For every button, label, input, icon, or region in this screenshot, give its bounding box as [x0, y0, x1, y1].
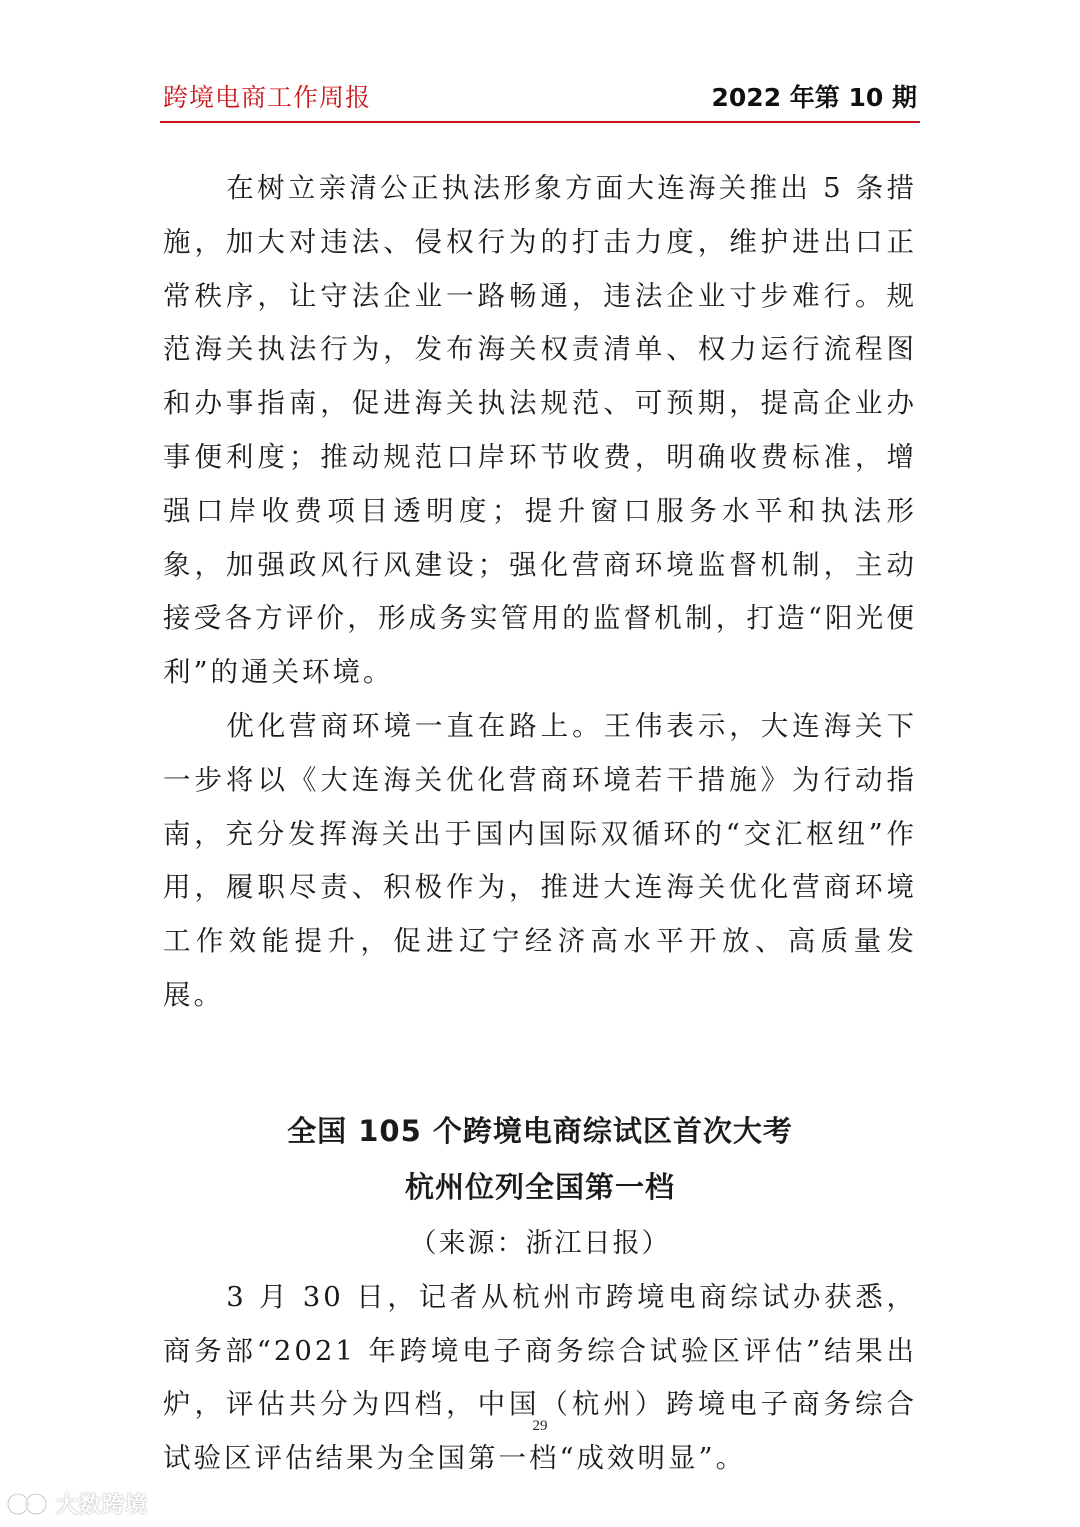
article-paragraph: 3 月 30 日，记者从杭州市跨境电商综试办获悉，商务部“2021 年跨境电子商务综合试验区评估”结果出炉，评估共分为四档，中国（杭州）跨境电子商务综合试验区评估结果为全国第一档“成效明显”。 [163, 1280, 917, 1475]
watermark-text: 大数跨境 [56, 1493, 149, 1518]
article-source: （来源：浙江日报） [409, 1227, 671, 1259]
article-heading-line-2: 杭州位列全国第一档 [404, 1169, 675, 1204]
issue-number: 2022 年第 10 期 [711, 83, 917, 112]
watermark [6, 1488, 148, 1519]
journal-title: 跨境电商工作周报 [163, 83, 372, 112]
header-divider [160, 121, 920, 123]
body-paragraph: 优化营商环境一直在路上。王伟表示，大连海关下一步将以《大连海关优化营商环境若干措施》为行动指南，充分发挥海关出于国内国际双循环的“交汇枢纽”作用，履职尽责、积极作为，推进大连海关优化营商环境工作效能提升，促进辽宁经济高水平开放、高质量发展。 [163, 709, 917, 1011]
dashuo-logo-icon [6, 1491, 50, 1517]
page-number: 29 [532, 1418, 548, 1434]
body-paragraph: 在树立亲清公正执法形象方面大连海关推出 5 条措施，加大对违法、侵权行为的打击力度，维护进出口正常秩序，让守法企业一路畅通，违法企业寸步难行。规范海关执法行为，发布海关权责清单、权力运行流程图和办事指南，促进海关执法规范、可预期，提高企业办事便利度；推动规范口岸环节收费，明确收费标准，增强口岸收费项目透明度；提升窗口服务水平和执法形象，加强政风行风建设；强化营商环境监督机制，主动接受各方评价，形成务实管用的监督机制，打造“阳光便利”的通关环境。 [163, 172, 917, 689]
article-heading [163, 1103, 917, 1215]
article-heading-line-1: 全国 105 个跨境电商综试区首次大考 [287, 1113, 793, 1148]
page-content [163, 162, 917, 1486]
